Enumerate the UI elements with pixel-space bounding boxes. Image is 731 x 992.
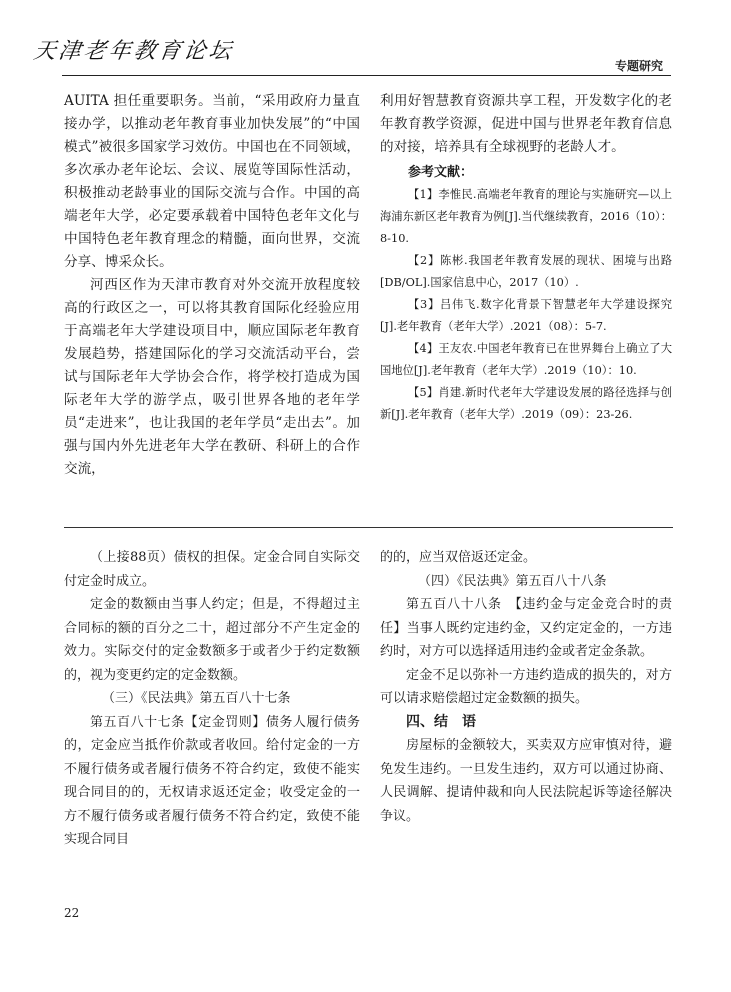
- reference-item: 【2】陈彬.我国老年教育发展的现状、困境与出路[DB/OL].国家信息中心，2017（10）.: [380, 254, 672, 289]
- article-top-right-column: [380, 90, 672, 426]
- subheading: （三）《民法典》第五百八十七条: [102, 691, 291, 706]
- paragraph: 第五百八十八条 【违约金与定金竞合时的责任】当事人既约定违约金，又约定定金的，一方违约时，对方可以选择适用违约金或者定金条款。: [380, 597, 672, 659]
- reference-item: 【3】吕伟飞.数字化背景下智慧老年大学建设探究[J].老年教育（老年大学）.2021（08）：5-7.: [380, 298, 672, 333]
- reference-item: 【5】肖建.新时代老年大学建设发展的路径选择与创新[J].老年教育（老年大学）.2019（09）：23-26.: [380, 386, 672, 421]
- page-number: 22: [64, 906, 80, 920]
- paragraph: AUITA 担任重要职务。当前，“采用政府力量直接办学，以推动老年教育事业加快发展”的“中国模式”被很多国家学习效仿。中国也在不同领域，多次承办老年论坛、会议、展览等国际性活动，积极推动老龄事业的国际交流与合作。中国的高端老年大学，必定要承载着中国特色老年文化与中国特色老年教育理念的精髓，面向世界，交流分享、博采众长。: [64, 93, 360, 270]
- paragraph: 利用好智慧教育资源共享工程，开发数字化的老年教育教学资源，促进中国与世界老年教育信息的对接，培养具有全球视野的老龄人才。: [380, 93, 672, 155]
- subheading: （四）《民法典》第五百八十八条: [418, 573, 607, 589]
- article-bottom-right-column: [380, 546, 672, 828]
- journal-masthead: 天津老年教育论坛: [31, 39, 236, 64]
- paragraph: （上接88页）债权的担保。定金合同自实际交付定金时成立。: [64, 550, 360, 589]
- article-bottom-left-column: [64, 546, 360, 852]
- paragraph: 定金的数额由当事人约定；但是，不得超过主合同标的额的百分之二十，超过部分不产生定金的效力。实际交付的定金数额多于或者少于约定数额的，视为变更约定的定金数额。: [64, 597, 360, 683]
- section-heading: 四、结 语: [406, 713, 476, 730]
- references-heading: 参考文献：: [408, 165, 474, 180]
- paragraph: 房屋标的金额较大，买卖双方应审慎对待，避免发生违约。一旦发生违约，双方可以通过协商、人民调解、提请仲裁和向人民法院起诉等途径解决争议。: [380, 738, 672, 824]
- paragraph: 定金不足以弥补一方违约造成的损失的，对方可以请求赔偿超过定金数额的损失。: [380, 667, 672, 706]
- header-divider: [62, 75, 671, 76]
- article-top-left-column: [64, 90, 360, 481]
- paragraph: 第五百八十七条【定金罚则】债务人履行债务的，定金应当抵作价款或者收回。给付定金的一方不履行债务或者履行债务不符合约定，致使不能实现合同目的的，无权请求返还定金；收受定金的一方不履行债务或者履行债务不符合约定，致使不能实现合同目: [64, 714, 360, 847]
- reference-item: 【4】王友农.中国老年教育已在世界舞台上确立了大国地位[J].老年教育（老年大学）.2019（10）：10.: [380, 342, 672, 377]
- paragraph: 的的，应当双倍返还定金。: [380, 550, 537, 565]
- column-label: 专题研究: [614, 59, 663, 73]
- article-divider: [64, 527, 673, 528]
- paragraph: 河西区作为天津市教育对外交流开放程度较高的行政区之一，可以将其教育国际化经验应用于高端老年大学建设项目中，顺应国际老年教育发展趋势，搭建国际化的学习交流活动平台，尝试与国际老年大学协会合作，将学校打造成为国际老年大学的游学点，吸引世界各地的老年学员“走进来”，也让我国的老年学员“走出去”。加强与国内外先进老年大学在教研、科研上的合作交流，: [64, 277, 360, 477]
- reference-item: 【1】李惟民.高端老年教育的理论与实施研究—以上海浦东新区老年教育为例[J].当代继续教育，2016（10）：8-10.: [380, 188, 672, 245]
